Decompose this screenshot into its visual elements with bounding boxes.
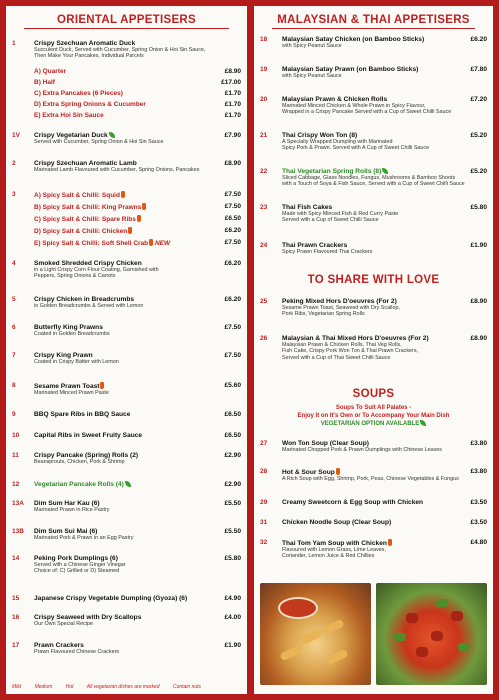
item-name: Thai Vegetarian Spring Rolls (8) (282, 168, 382, 175)
option-label: E) Spicy Salt & Chilli: Soft Shell Crab (34, 240, 149, 247)
item-number: 12 (12, 481, 20, 488)
chili-icon (100, 382, 104, 389)
legend-nuts: Contain nuts (172, 684, 202, 690)
item-name: Capital Ribs in Sweet Fruity Sauce (34, 432, 143, 439)
item-number: 29 (260, 499, 268, 506)
option-label: E) Extra Hoi Sin Sauce (34, 112, 104, 119)
item-price: £3.80 (470, 468, 487, 475)
option-label: A) Spicy Salt & Chilli: Squid (34, 192, 120, 199)
item-price: £7.20 (470, 96, 487, 103)
item-price: £6.50 (224, 411, 241, 418)
item-name: Thai Tom Yam Soup with Chicken (282, 540, 387, 547)
chili-icon (128, 227, 132, 234)
item-number: 10 (12, 432, 20, 439)
item-price: £7.50 (224, 352, 241, 359)
item-number: 19 (260, 66, 268, 73)
chili-icon (121, 191, 125, 198)
option-3d (34, 227, 241, 235)
share-title: TO SHARE WITH LOVE (307, 274, 440, 286)
item-price: £7.80 (470, 66, 487, 73)
item-price: £3.80 (470, 440, 487, 447)
item-desc: Prawn Flavoured Chinese Crackers (34, 649, 120, 655)
legend-vegetarian: All vegetarian dishes are marked (86, 684, 160, 690)
item-price: £1.90 (224, 642, 241, 649)
item-number: 9 (12, 411, 16, 418)
fried-prawns-photo (260, 583, 371, 685)
option-price: £7.50 (224, 203, 241, 210)
item-price: £6.20 (224, 296, 241, 303)
item-desc: Marinated Chopped Pork & Prawn Dumplings with Chinese Leaves (282, 447, 443, 453)
malaysian-thai-title: MALAYSIAN & THAI APPETISERS (254, 14, 493, 29)
item-price: £6.50 (224, 432, 241, 439)
option-3c (34, 215, 241, 223)
legend-medium: Medium (34, 684, 53, 690)
chili-icon (336, 468, 340, 475)
legend (12, 684, 241, 690)
item-desc: in a Light Crispy Corn Flour Coating, Garnished with (34, 267, 159, 273)
item-name: Dim Sum Har Kau (6) (34, 500, 100, 507)
item-number: 4 (12, 260, 16, 267)
item-number: 2 (12, 160, 16, 167)
option-1b (34, 79, 241, 86)
item-number: 22 (260, 168, 268, 175)
item-name: Thai Prawn Crackers (282, 242, 348, 249)
item-name: Thai Fish Cakes (282, 204, 333, 211)
item-desc: Spicy Prawn Flavoured Thai Crackers (282, 249, 373, 255)
item-number: 1V (12, 132, 20, 139)
item-number: 16 (12, 614, 20, 621)
option-price: £1.70 (224, 101, 241, 108)
item-name: Crispy Szechuan Aromatic Duck (34, 40, 136, 47)
item-name: Crispy Szechuan Aromatic Lamb (34, 160, 137, 167)
option-price: £7.50 (224, 191, 241, 198)
item-price: £5.50 (224, 528, 241, 535)
item-desc: Our Own Special Recipe (34, 621, 94, 627)
option-price: £1.70 (224, 112, 241, 119)
legend-hot: Hot (65, 684, 74, 690)
item-price: £5.60 (224, 382, 241, 389)
item-price: £6.20 (470, 36, 487, 43)
oriental-appetisers-title: ORIENTAL APPETISERS (6, 14, 247, 29)
item-number: 27 (260, 440, 268, 447)
item-desc: Made with Spicy Minced Fish & Red Curry Paste (282, 211, 399, 217)
item-desc: A Rich Soup with Egg, Shrimp, Pork, Peas, Chinese Vegetables & Fungus (282, 476, 459, 482)
item-desc: Sesame Prawn Toast, Seaweed with Dry Scallop, (282, 305, 400, 311)
item-desc: Marinated Prawn in Rice Pastry (34, 507, 110, 513)
item-desc: Served with a Cup of Sweet Chilli Sauce (282, 217, 379, 224)
item-price: £3.50 (470, 519, 487, 526)
item-price: £5.20 (470, 132, 487, 139)
item-name: Peking Mixed Hors D'oeuvres (For 2) (282, 298, 397, 305)
option-label: D) Extra Spring Onions & Cucumber (34, 101, 146, 108)
option-label: A) Quarter (34, 68, 67, 75)
option-1e (34, 112, 241, 119)
item-price: £3.50 (470, 499, 487, 506)
item-name: Malaysian Satay Prawn (on Bamboo Sticks) (282, 66, 419, 73)
item-number: 23 (260, 204, 268, 211)
option-price: £6.20 (224, 227, 241, 234)
item-desc: Then Make Your Pancakes, Individual Parcels (34, 53, 144, 60)
option-label: B) Half (34, 79, 55, 86)
option-label: B) Spicy Salt & Chilli: King Prawns (34, 204, 142, 211)
item-desc: with Spicy Peanut Sauce (282, 43, 342, 49)
item-desc: Served with a Chinese Ginger Vinegar (34, 562, 126, 568)
item-number: 14 (12, 555, 20, 562)
item-number: 6 (12, 324, 16, 331)
item-name: Crispy King Prawn (34, 352, 93, 359)
item-price: £2.90 (224, 452, 241, 459)
option-label: C) Spicy Salt & Chilli: Spare Ribs (34, 216, 136, 223)
item-price: £8.90 (470, 298, 487, 305)
item-desc: Coated in Golden Breadcrumbs (34, 331, 110, 337)
item-name: Malaysian Prawn & Chicken Rolls (282, 96, 388, 103)
item-desc: A Specially Wrapped Dumpling with Marinated (282, 139, 393, 145)
item-price: £2.90 (224, 481, 241, 488)
item-price: £7.90 (224, 132, 241, 139)
option-price: £17.00 (221, 79, 241, 86)
item-number: 15 (12, 595, 20, 602)
item-number: 18 (260, 36, 268, 43)
vegetarian-option-note: VEGETARIAN OPTION AVAILABLE (254, 420, 493, 428)
item-name: Dim Sum Sui Mai (6) (34, 528, 98, 535)
item-desc: Marinated Lamb Flavoured with Cucumber, Spring Onions, Pancakes (34, 167, 200, 173)
item-desc: with a Touch of Soya & Fish Sauce, Served with a Cup of Sweet Chilli Sauce (282, 181, 465, 188)
item-desc: Coated in Crispy Batter with Lemon (34, 359, 119, 365)
left-column (6, 6, 247, 694)
option-label: D) Spicy Salt & Chilli: Chicken (34, 228, 128, 235)
item-number: 5 (12, 296, 16, 303)
item-price: £8.90 (470, 335, 487, 342)
soups-title: SOUPS (352, 388, 395, 400)
soups-intro (254, 404, 493, 428)
option-3b (34, 203, 241, 211)
item-name: Creamy Sweetcorn & Egg Soup with Chicken (282, 499, 424, 506)
item-name: Hot & Sour Soup (282, 469, 335, 476)
item-price: £1.90 (470, 242, 487, 249)
option-price: £1.70 (224, 90, 241, 97)
item-number: 32 (260, 539, 268, 546)
item-name: Prawn Crackers (34, 642, 84, 649)
item-desc: Served with a Cup of Thai Sweet Chilli Sauce (282, 354, 391, 361)
item-number: 25 (260, 298, 268, 305)
item-price: £6.20 (224, 260, 241, 267)
item-name: Crispy Seaweed with Dry Scallops (34, 614, 142, 621)
item-desc: Malaysian Prawn & Chicken Rolls, Thai Veg Rolls, (282, 342, 402, 348)
item-desc: Served with Cucumber, Spring Onion & Hoi Sin Sauce (34, 139, 164, 145)
item-desc: Marinated Pork & Prawn in an Egg Pastry (34, 535, 134, 541)
chili-icon (149, 239, 153, 246)
item-name: Sesame Prawn Toast (34, 383, 100, 390)
option-1c (34, 90, 241, 97)
item-number: 21 (260, 132, 268, 139)
item-name: BBQ Spare Ribs in BBQ Sauce (34, 411, 131, 418)
item-desc: Coriander, Lemon Juice & Red Chillies (282, 553, 375, 560)
sweet-sour-dish-photo (376, 583, 487, 685)
item-desc: Choice of: C) Grilled or D) Steamed (34, 568, 120, 575)
new-badge: NEW (154, 240, 171, 247)
item-number: 26 (260, 335, 268, 342)
item-number: 31 (260, 519, 268, 526)
option-price: £8.90 (224, 68, 241, 75)
item-desc: Flavoured with Lemon Grass, Lime Leaves, (282, 547, 386, 553)
vegetarian-leaf-icon (420, 420, 426, 426)
item-number: 13A (12, 500, 24, 507)
item-number: 8 (12, 382, 16, 389)
item-name: Malaysian & Thai Mixed Hors D'oeuvres (For 2) (282, 335, 429, 342)
item-price: £4.00 (224, 614, 241, 621)
item-name: Crispy Chicken in Breadcrumbs (34, 296, 135, 303)
item-name: Won Ton Soup (Clear Soup) (282, 440, 369, 447)
item-price: £7.50 (224, 324, 241, 331)
item-desc: Wrapped in a Crispy Pancake Served with a Cup of Sweet Chilli Sauce (282, 109, 452, 116)
item-desc: Succulent Duck, Served with Cucumber, Spring Onion & Hoi Sin Sauce, (34, 47, 206, 53)
chili-icon (142, 203, 146, 210)
item-desc: in Golden Breadcrumbs & Served with Lemon (34, 303, 144, 309)
item-desc: Marinated Minced Prawn Paste (34, 390, 109, 396)
item-number: 28 (260, 468, 268, 475)
option-3a (34, 191, 241, 199)
item-desc: Sliced Cabbage, Glass Noodles, Fungus, Mushrooms & Bamboo Shoots (282, 175, 456, 181)
item-price: £8.90 (224, 160, 241, 167)
item-desc: Spicy Pork & Prawn. Served with A Cup of Sweet Chilli Sauce (282, 145, 430, 152)
item-price: £5.50 (224, 500, 241, 507)
soups-intro-line: Soups To Suit All Palates - (335, 405, 412, 411)
item-number: 20 (260, 96, 268, 103)
option-price: £7.50 (224, 239, 241, 246)
item-price: £5.80 (224, 555, 241, 562)
option-label: C) Extra Pancakes (6 Pieces) (34, 90, 123, 97)
item-desc: with Spicy Peanut Sauce (282, 73, 342, 79)
chili-icon (388, 539, 392, 546)
item-name: Japanese Crispy Vegetable Dumpling (Gyoza) (6) (34, 595, 188, 602)
item-price: £4.90 (224, 595, 241, 602)
item-name: Vegetarian Pancake Rolls (4) (34, 481, 124, 488)
option-price: £6.50 (224, 215, 241, 222)
item-number: 3 (12, 191, 16, 198)
item-price: £4.80 (470, 539, 487, 546)
item-number: 11 (12, 452, 19, 459)
item-number: 7 (12, 352, 16, 359)
item-number: 17 (12, 642, 20, 649)
item-name: Smoked Shredded Crispy Chicken (34, 260, 142, 267)
item-price: £5.20 (470, 168, 487, 175)
option-1a (34, 68, 241, 75)
item-name: Chicken Noodle Soup (Clear Soup) (282, 519, 392, 526)
item-name: Butterfly King Prawns (34, 324, 103, 331)
right-column (254, 6, 493, 694)
option-3e (34, 239, 241, 247)
item-desc: Fish Cake, Crispy Pork Won Ton & Thai Prawn Crackers, (282, 348, 419, 355)
vegetarian-leaf-icon (125, 481, 131, 487)
item-number: 13B (12, 528, 24, 535)
chili-icon (137, 215, 141, 222)
vegetarian-leaf-icon (382, 168, 388, 174)
item-desc: Peppers, Spring Onions & Carrots (34, 273, 116, 280)
item-number: 1 (12, 40, 16, 47)
legend-mild: Mild (12, 684, 22, 690)
item-number: 24 (260, 242, 268, 249)
item-desc: Pork Ribs, Vegetarian Spring Rolls (282, 311, 365, 318)
soups-intro-line: Enjoy It on It's Own or To Accompany Your Main Dish (297, 413, 450, 419)
item-desc: Beansprouts, Chicken, Pork & Shrimp (34, 459, 125, 465)
option-1d (34, 101, 241, 108)
vegetarian-leaf-icon (109, 132, 115, 138)
item-name: Crispy Vegetarian Duck (34, 132, 108, 139)
item-name: Thai Crispy Won Ton (8) (282, 132, 358, 139)
dipping-sauce-bowl (278, 597, 318, 619)
item-desc: Marinated Minced Chicken & Whole Prawn in Spicy Flavour, (282, 103, 426, 109)
item-price: £5.80 (470, 204, 487, 211)
item-name: Malaysian Satay Chicken (on Bamboo Sticks) (282, 36, 425, 43)
item-name: Crispy Pancake (Spring) Rolls (2) (34, 452, 139, 459)
item-name: Peking Pork Dumplings (6) (34, 555, 118, 562)
